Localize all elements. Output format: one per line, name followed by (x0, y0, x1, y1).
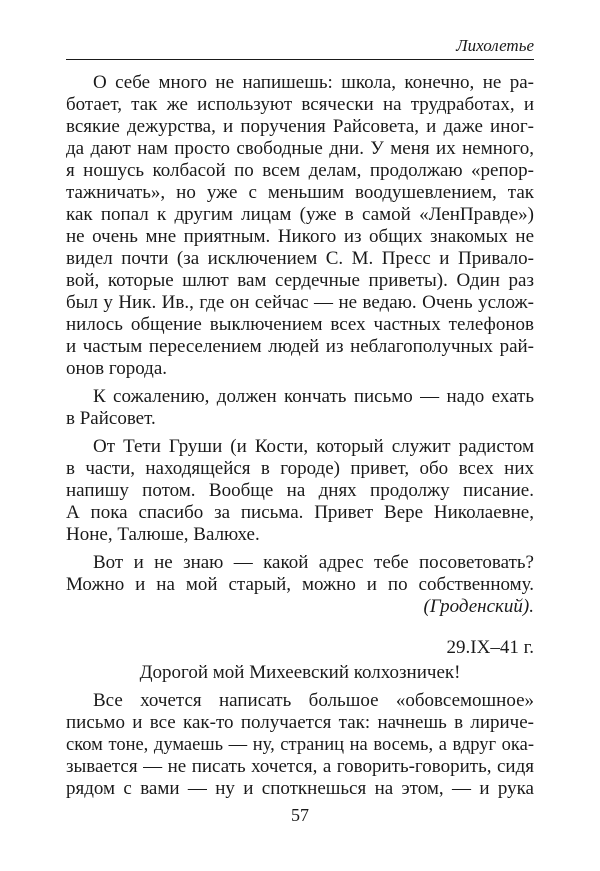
text-line: Ноне, Талюше, Валюхе. (66, 524, 260, 545)
text-line: напишу потом. Вообще на днях продолжу писание. (66, 480, 534, 501)
page-number: 57 (291, 805, 309, 825)
text-line: не очень мне приятным. Никого из общих знакомых не (66, 226, 534, 247)
text-line: онов города. (66, 358, 168, 379)
text-line: О себе много не напишешь: школа, конечно, не ра- (93, 72, 534, 93)
text-line: А пока спасибо за письма. Привет Вере Николаевне, (66, 502, 534, 523)
letter-date: 29.IX–41 г. (446, 637, 534, 658)
text-line: тажничать», но уже с меньшим воодушевлением, так (66, 182, 534, 203)
text-line: нилось общение выключением всех частных телефонов (66, 314, 534, 335)
text-line: зывается — не писать хочется, а говорить-говорить, сидя (66, 756, 534, 777)
text-line: всякие дежурства, и поручения Райсовета, и даже иног- (66, 116, 534, 137)
text-line: был у Ник. Ив., где он сейчас — не ведаю. Очень услож- (66, 292, 534, 313)
text-line: как попал к другим лицам (уже в самой «ЛенПравде») (66, 204, 534, 225)
text-line: Можно и на мой старый, можно и по собственному. (66, 574, 534, 595)
text-line: От Тети Груши (и Кости, который служит радистом (93, 436, 534, 457)
text-line: вой, которые шлют вам сердечные приветы). Один раз (66, 270, 534, 291)
text-line: да дают нам просто свободные дни. У меня их немного, (66, 138, 534, 159)
letter-signature: (Гроденский). (423, 596, 534, 617)
text-line: Все хочется написать большое «обовсемошное» (93, 690, 534, 711)
running-head: Лихолетье (456, 36, 534, 55)
text-line: К сожалению, должен кончать письмо — надо ехать (93, 386, 534, 407)
text-line: Вот и не знаю — какой адрес тебе посоветовать? (93, 552, 534, 573)
letter-salutation: Дорогой мой Михеевский колхозничек! (139, 662, 461, 683)
text-line: видел почти (за исключением С. М. Пресс и Привало- (66, 248, 534, 269)
text-line: рядом с вами — ну и споткнешься на этом, — и рука (66, 778, 534, 799)
text-line: в части, находящейся в городе) привет, обо всех них (66, 458, 534, 479)
text-line: в Райсовет. (66, 408, 156, 429)
text-line: письмо и все как-то получается так: начнешь в лириче- (66, 712, 534, 733)
text-line: ботает, так же используют всячески на трудработах, и (66, 94, 534, 115)
text-line: ском тоне, думаешь — ну, страниц на восемь, а вдруг ока- (66, 735, 534, 755)
text-line: и частым переселением людей из неблагополучных рай- (66, 336, 534, 357)
text-line: я ношусь колбасой по всем делам, продолжаю «репор- (66, 160, 534, 181)
header-rule (66, 59, 534, 60)
